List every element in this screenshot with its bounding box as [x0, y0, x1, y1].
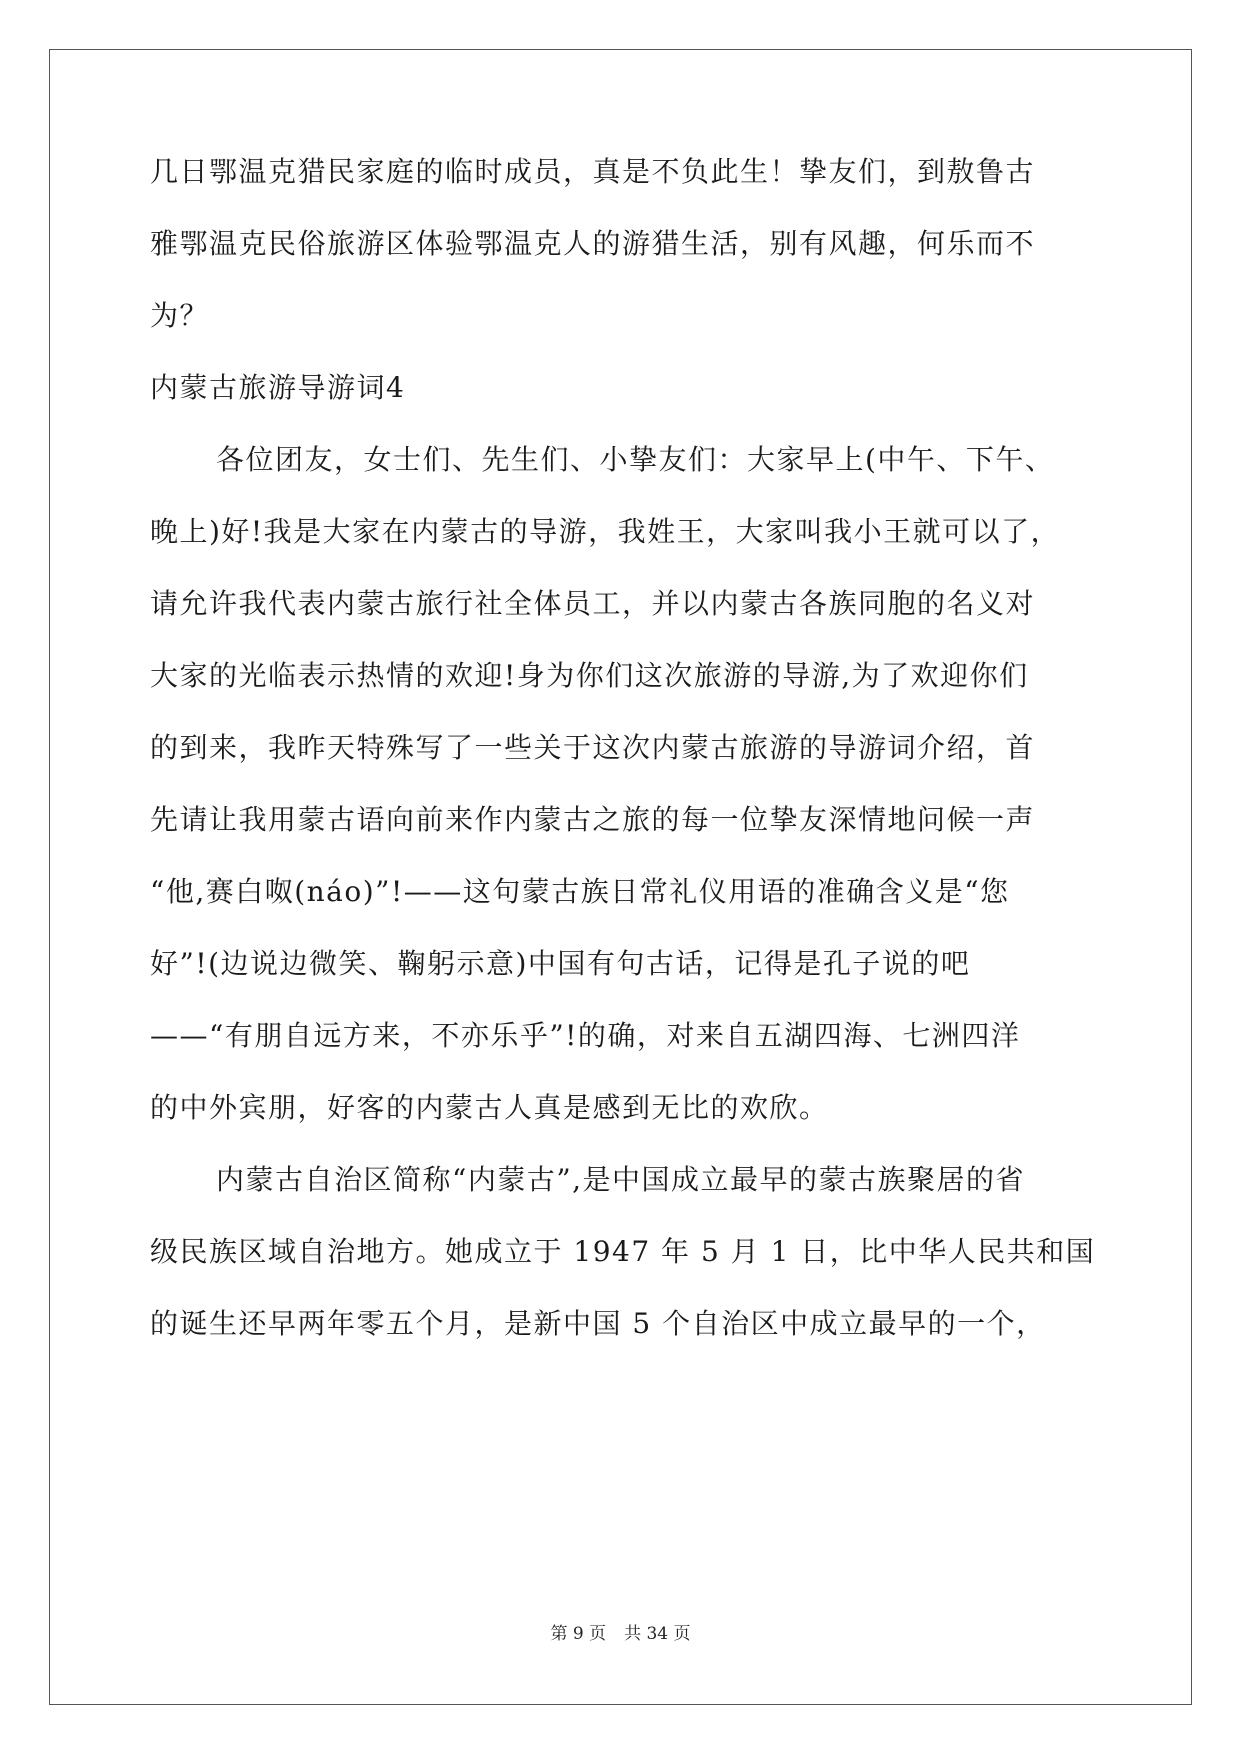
text-line: 级民族区域自治地方。她成立于 1947 年 5 月 1 日，比中华人民共和国 [150, 1235, 1096, 1268]
text-line: 的到来，我昨天特殊写了一些关于这次内蒙古旅游的导游词介绍，首 [150, 731, 1036, 764]
text-line: 为？ [150, 299, 210, 332]
text-line: 各位团友，女士们、先生们、小挚友们：大家早上(中午、下午、 [216, 443, 1055, 476]
text-line: 先请让我用蒙古语向前来作内蒙古之旅的每一位挚友深情地问候一声 [150, 803, 1036, 836]
text-line: 请允许我代表内蒙古旅行社全体员工，并以内蒙古各族同胞的名义对 [150, 587, 1036, 620]
page-total: 共 34 页 [624, 1624, 691, 1644]
page-footer [0, 1622, 1241, 1646]
text-line: 好”!(边说边微笑、鞠躬示意)中国有句古话，记得是孔子说的吧 [150, 947, 971, 980]
text-line: “他,赛白呶(náo)”!——这句蒙古族日常礼仪用语的准确含义是“您 [150, 875, 1010, 908]
text-line: 的诞生还早两年零五个月，是新中国 5 个自治区中成立最早的一个， [150, 1307, 1046, 1340]
text-line: 的中外宾朋，好客的内蒙古人真是感到无比的欢欣。 [150, 1091, 829, 1124]
text-line: 内蒙古自治区简称“内蒙古”,是中国成立最早的蒙古族聚居的省 [216, 1163, 1026, 1196]
page-number: 第 9 页 [550, 1624, 607, 1644]
text-line: 几日鄂温克猎民家庭的临时成员，真是不负此生！挚友们，到敖鲁古 [150, 155, 1036, 188]
text-line: 大家的光临表示热情的欢迎!身为你们这次旅游的导游,为了欢迎你们 [150, 659, 1029, 692]
text-line: 雅鄂温克民俗旅游区体验鄂温克人的游猎生活，别有风趣，何乐而不 [150, 227, 1036, 260]
section-heading: 内蒙古旅游导游词4 [150, 371, 406, 404]
text-line: ——“有朋自远方来，不亦乐乎”!的确，对来自五湖四海、七洲四洋 [150, 1019, 1021, 1052]
text-line: 晚上)好!我是大家在内蒙古的导游，我姓王，大家叫我小王就可以了， [150, 515, 1061, 548]
